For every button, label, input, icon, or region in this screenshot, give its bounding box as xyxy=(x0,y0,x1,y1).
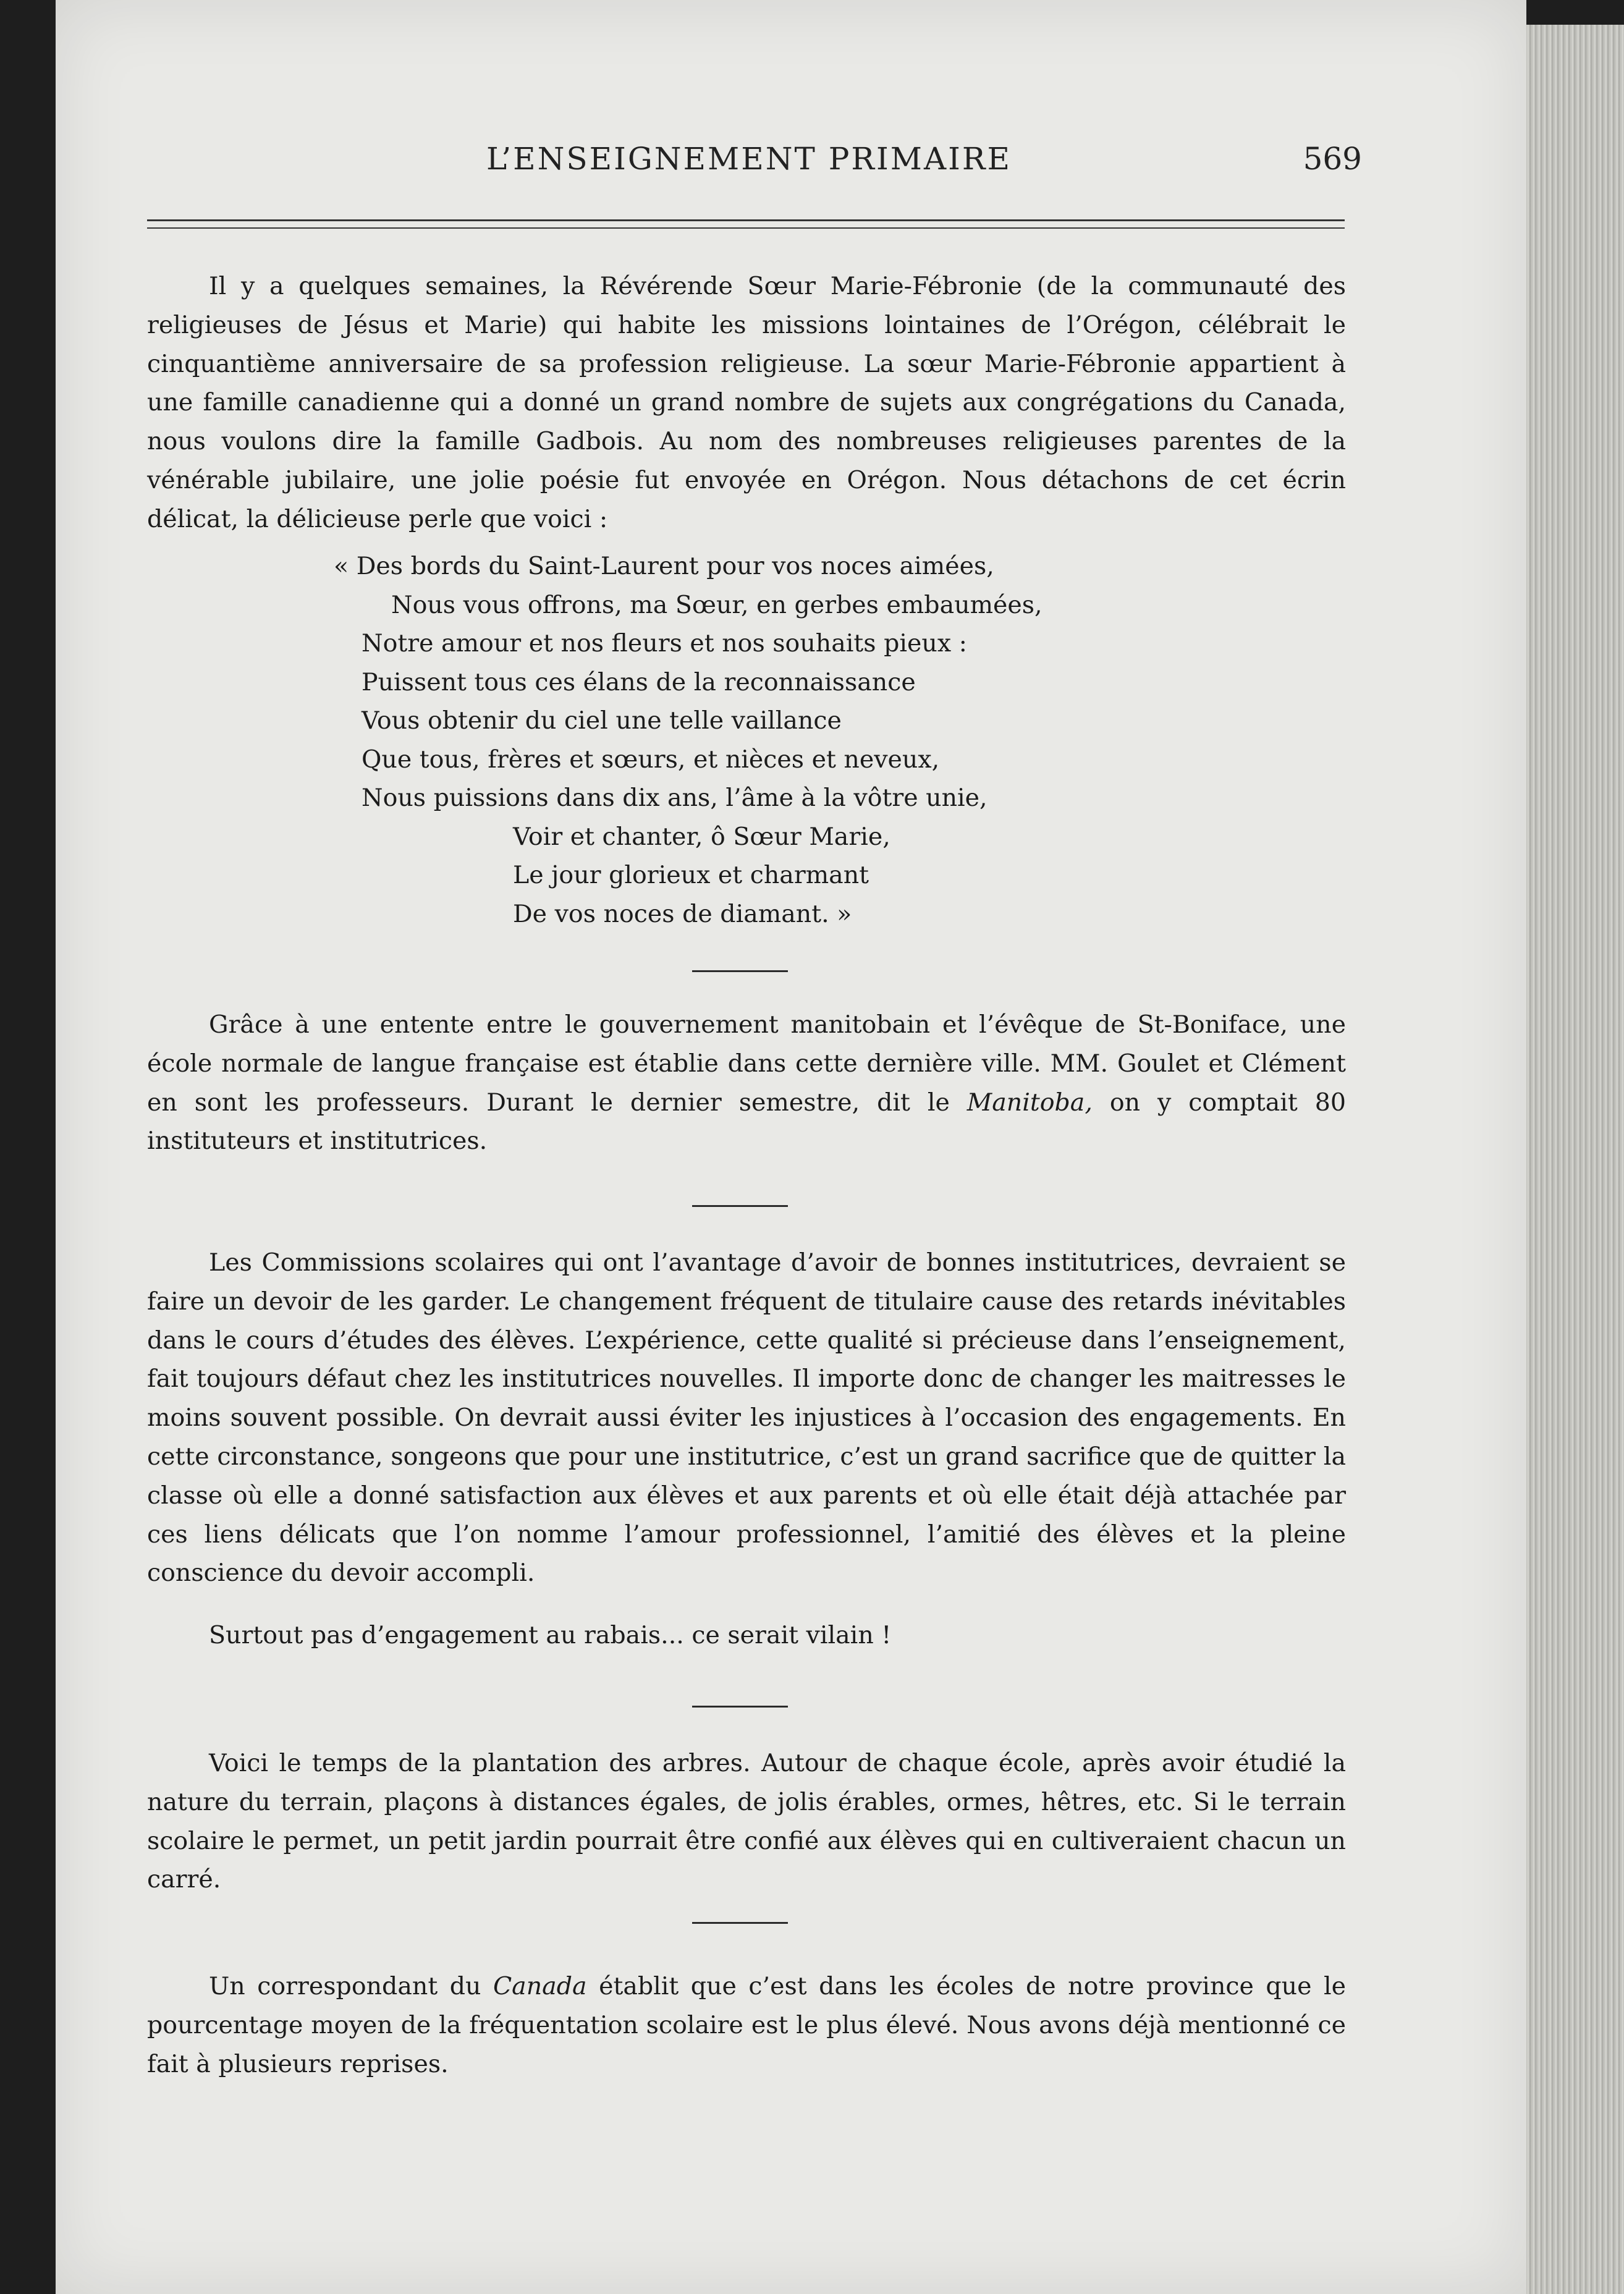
running-title: L’ENSEIGNEMENT PRIMAIRE xyxy=(486,141,1012,177)
poem-line: Que tous, frères et sœurs, et nièces et neveux, xyxy=(362,745,940,774)
section-separator xyxy=(692,970,788,972)
paragraph-jubilee-text: Il y a quelques semaines, la Révérende Sœur Marie-Fébronie (de la communauté des religieuses de Jésus et Marie) qui habite les missions lointaines de l’Orégon, célébrait le cinquantième anniversaire de sa profession religieuse. La sœur Marie-Fébronie appartient à une famille canadienne qui a donné un grand nombre de sujets aux congrégations du Canada, nous voulons dire la famille Gadbois. Au nom des nombreuses religieuses parentes de la vénérable jubilaire, une jolie poésie fut envoyée en Orégon. Nous détachons de cet écrin délicat, la délicieuse perle que voici : xyxy=(147,272,1346,533)
running-head xyxy=(0,141,1624,190)
paragraph-arbres xyxy=(147,1744,1346,1899)
italic-title: Canada xyxy=(493,1972,587,2000)
paragraph-rabais-text: Surtout pas d’engagement au rabais... ce serait vilain ! xyxy=(209,1621,892,1649)
poem-line: Vous obtenir du ciel une telle vaillance xyxy=(362,706,842,735)
paragraph-arbres-text: Voici le temps de la plantation des arbres. Autour de chaque école, après avoir étudié la nature du terrain, plaçons à distances égales, de jolis érables, ormes, hêtres, etc. Si le terrain scolaire le permet, un petit jardin pourrait être confié aux élèves qui en cultiveraient chacun un carré. xyxy=(147,1749,1346,1894)
text-run: établit que c’est dans les écoles de notre province que le pourcentage moyen de la fréquentation scolaire est le plus élevé. Nous avons déjà mentionné ce fait à plusieurs reprises. xyxy=(147,1972,1347,2078)
paragraph-ecole-normale-text xyxy=(147,1005,1346,1161)
poem-line: Le jour glorieux et charmant xyxy=(513,861,869,889)
page-edges xyxy=(1526,25,1624,2294)
poem-line: De vos noces de diamant. » xyxy=(513,899,852,928)
poem-line: Voir et chanter, ô Sœur Marie, xyxy=(513,822,890,851)
poem-line: Nous puissions dans dix ans, l’âme à la vôtre unie, xyxy=(362,784,988,812)
paragraph-rabais xyxy=(147,1616,1346,1655)
poem-line: Nous vous offrons, ma Sœur, en gerbes embaumées, xyxy=(391,590,1042,619)
poem-line: Puissent tous ces élans de la reconnaissance xyxy=(362,667,916,696)
paragraph-ecole-normale xyxy=(147,1005,1346,1161)
text-run: Un correspondant du xyxy=(209,1972,493,2000)
poem-line: Notre amour et nos fleurs et nos souhaits pieux : xyxy=(362,629,967,658)
section-separator xyxy=(692,1205,788,1207)
italic-title: Manitoba, xyxy=(966,1088,1093,1117)
paragraph-commissions xyxy=(147,1243,1346,1593)
section-separator xyxy=(692,1706,788,1708)
text-run: on y comptait 80 instituteurs et institutrices. xyxy=(147,1088,1346,1156)
section-separator xyxy=(692,1922,788,1924)
paragraph-frequentation-text xyxy=(147,1967,1346,2083)
paragraph-jubilee xyxy=(147,267,1346,539)
paragraph-frequentation xyxy=(147,1967,1346,2083)
poem-line: « Des bords du Saint-Laurent pour vos noces aimées, xyxy=(334,552,994,580)
page-number: 569 xyxy=(1303,141,1362,177)
paragraph-commissions-text: Les Commissions scolaires qui ont l’avantage d’avoir de bonnes institutrices, devraient se faire un devoir de les garder. Le changement fréquent de titulaire cause des retards inévitables dans le cours d’études des élèves. L’expérience, cette qualité si précieuse dans l’enseignement, fait toujours défaut chez les institutrices nouvelles. Il importe donc de changer les maitresses le moins souvent possible. On devrait aussi éviter les injustices à l’occasion des engagements. En cette circonstance, songeons que pour une institutrice, c’est un grand sacrifice que de quitter la classe où elle a donné satisfaction aux élèves et aux parents et où elle était déjà attachée par ces liens délicats que l’on nomme l’amour professionnel, l’amitié des élèves et la pleine conscience du devoir accompli. xyxy=(147,1248,1346,1588)
header-double-rule xyxy=(147,219,1345,229)
poem xyxy=(334,547,1199,933)
text-run: Grâce à une entente entre le gouvernement manitobain et l’évêque de St-Boniface, une école normale de langue française est établie dans cette dernière ville. MM. Goulet et Clément en sont les professeurs. Durant le dernier semestre, dit le xyxy=(147,1010,1346,1117)
